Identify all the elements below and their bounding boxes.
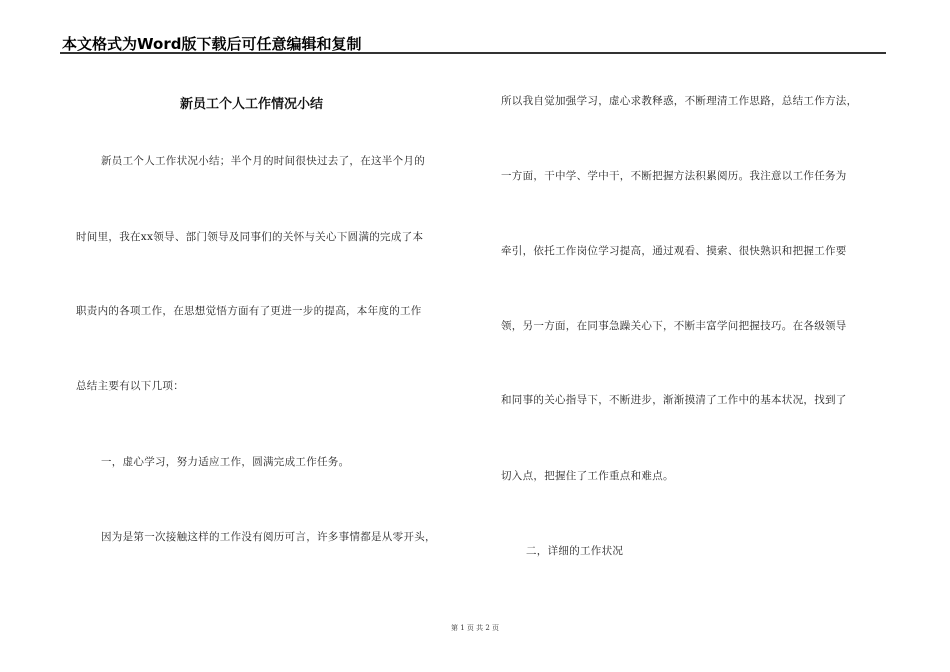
left-column-line: 职责内的各项工作，在思想觉悟方面有了更进一步的提高，本年度的工作	[76, 305, 422, 317]
section-heading: 一，虚心学习，努力适应工作，圆满完成工作任务。	[101, 456, 350, 468]
right-column-line: 牵引，依托工作岗位学习提高，通过观看、摸索、很快熟识和把握工作要	[501, 245, 847, 257]
right-column-line: 一方面，干中学、学中干，不断把握方法积累阅历。我注意以工作任务为	[501, 170, 847, 182]
left-column-line: 新员工个人工作状况小结；半个月的时间很快过去了，在这半个月的	[101, 155, 425, 167]
right-column-line: 切入点，把握住了工作重点和难点。	[501, 470, 674, 482]
left-column-line: 因为是第一次接触这样的工作没有阅历可言，许多事情都是从零开头，	[101, 531, 436, 543]
right-column-line: 领，另一方面，在同事急躁关心下，不断丰富学问把握技巧。在各级领导	[501, 320, 847, 332]
banner-divider	[60, 52, 886, 54]
left-column-line: 时间里，我在xx领导、部门领导及同事们的关怀与关心下圆满的完成了本	[76, 231, 424, 243]
left-column-line: 总结主要有以下几项：	[76, 380, 184, 392]
document-title: 新员工个人工作情况小结	[180, 97, 324, 112]
right-column-line: 所以我自觉加强学习，虚心求教释惑，不断理清工作思路，总结工作方法，	[501, 95, 858, 107]
page-number: 第 1 页 共 2 页	[450, 624, 500, 632]
right-column-line: 和同事的关心指导下，不断进步，渐渐摸清了工作中的基本状况，找到了	[501, 394, 847, 406]
section-heading: 二，详细的工作状况	[526, 545, 624, 557]
download-banner: 本文格式为Word版下载后可任意编辑和复制	[62, 35, 362, 53]
